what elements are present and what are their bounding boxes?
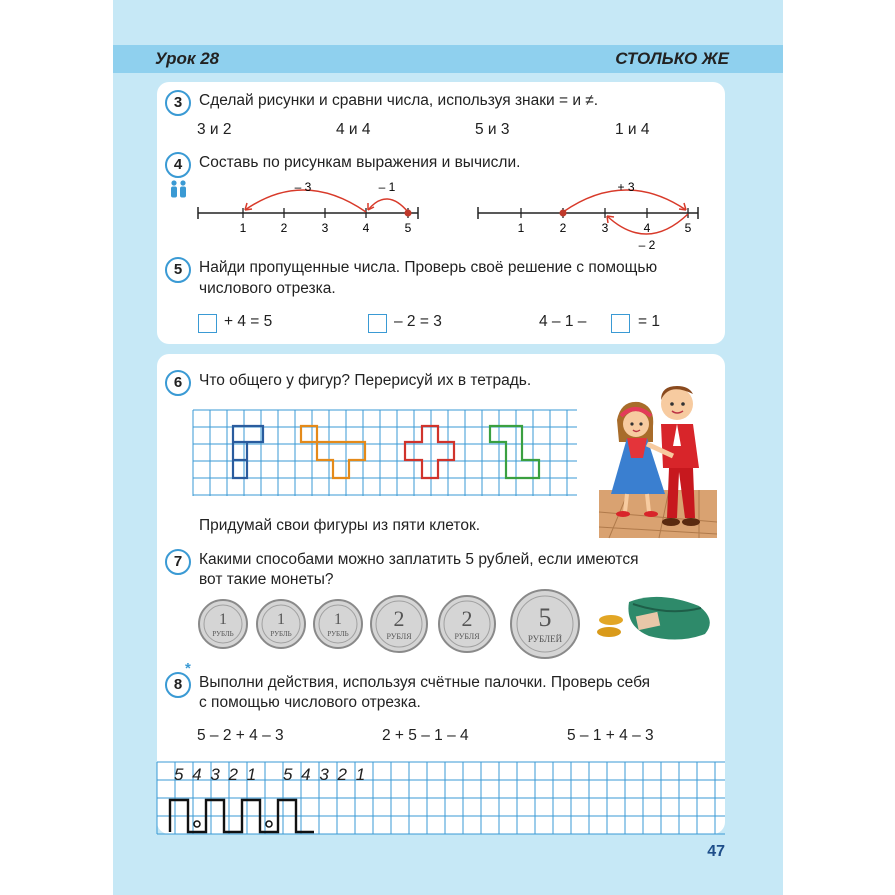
task-8-text-line-2: с помощью числового отрезка. xyxy=(199,694,421,711)
coin-5-label: РУБЛЯ xyxy=(454,632,480,641)
line1-tick-2: 2 xyxy=(280,221,288,235)
task-8-expression-2: 2 + 5 – 1 – 4 xyxy=(382,727,469,744)
line2-tick-1: 1 xyxy=(517,221,525,235)
line1-tick-3: 3 xyxy=(321,221,329,235)
task-3-pair-2: 4 и 4 xyxy=(336,121,371,138)
coin-5-rubles xyxy=(439,596,495,652)
coin-5-value: 2 xyxy=(461,606,473,631)
coin-6-label: РУБЛЕЙ xyxy=(527,634,563,644)
lesson-number: Урок 28 xyxy=(155,49,220,68)
task-5-text-line-1: Найди пропущенные числа. Проверь своё решение с помощью xyxy=(199,259,658,276)
task-4-text: Составь по рисункам выражения и вычисли. xyxy=(199,154,521,171)
line2-tick-4: 4 xyxy=(643,221,651,235)
task-3-pair-4: 1 и 4 xyxy=(615,121,650,138)
coin-2-ruble xyxy=(257,600,305,648)
coins-row xyxy=(189,586,719,662)
task-7-text-line-2: вот такие монеты? xyxy=(199,571,334,588)
coin-3-value: 1 xyxy=(334,611,342,628)
task-5-equation-3-left: 4 – 1 – xyxy=(539,313,587,330)
task-3-pair-1: 3 и 2 xyxy=(197,121,232,138)
textbook-page xyxy=(113,0,783,895)
coin-4-label: РУБЛЯ xyxy=(386,632,412,641)
figure-orange xyxy=(301,426,365,478)
page-number: 47 xyxy=(707,843,725,860)
task-7-number: 7 xyxy=(165,549,191,575)
line1-tick-4: 4 xyxy=(362,221,370,235)
answer-box-3[interactable] xyxy=(611,314,630,333)
coin-1-value: 1 xyxy=(219,611,227,628)
task-6-subtext: Придумай свои фигуры из пяти клеток. xyxy=(199,517,481,534)
children-illustration xyxy=(599,372,717,538)
purse-with-coins-icon xyxy=(597,597,710,640)
line1-tick-5: 5 xyxy=(404,221,412,235)
line2-arc-label-1: + 3 xyxy=(617,180,635,194)
task-3-text: Сделай рисунки и сравни числа, используя знаки = и ≠. xyxy=(199,92,599,109)
answer-box-1[interactable] xyxy=(198,314,217,333)
task-5-equation-2: – 2 = 3 xyxy=(394,313,442,330)
notebook-grid xyxy=(157,760,725,834)
coin-3-label: РУБЛЬ xyxy=(327,630,349,638)
line1-arc-label-1: – 3 xyxy=(294,180,312,194)
pair-work-icon xyxy=(169,180,189,198)
handwriting-digits-1: 5 4 3 2 1 xyxy=(174,765,259,784)
figure-red xyxy=(405,426,454,478)
number-line-2 xyxy=(473,175,703,255)
task-7-text-line-1: Какими способами можно заплатить 5 рублей, если имеются xyxy=(199,551,639,568)
task-3-pair-3: 5 и 3 xyxy=(475,121,510,138)
line1-tick-1: 1 xyxy=(239,221,247,235)
coin-3-ruble xyxy=(314,600,362,648)
task-8-text-line-1: Выполни действия, используя счётные палочки. Проверь себя xyxy=(199,674,651,691)
task-6-text: Что общего у фигур? Перерисуй их в тетрадь. xyxy=(199,372,532,389)
figure-green xyxy=(490,426,539,478)
task-3-number: 3 xyxy=(165,90,191,116)
task-5-equation-3-right: = 1 xyxy=(638,313,660,330)
coin-1-label: РУБЛЬ xyxy=(212,630,234,638)
task-8-expression-1: 5 – 2 + 4 – 3 xyxy=(197,727,284,744)
line2-tick-3: 3 xyxy=(601,221,609,235)
lesson-header-bar xyxy=(113,45,783,73)
lesson-topic: СТОЛЬКО ЖЕ xyxy=(615,49,729,68)
answer-box-2[interactable] xyxy=(368,314,387,333)
arc-minus-1 xyxy=(368,199,408,212)
line1-arc-label-2: – 1 xyxy=(378,180,396,194)
coin-2-value: 1 xyxy=(277,611,285,628)
handwriting-digits-2: 5 4 3 2 1 xyxy=(283,765,368,784)
task-6-number: 6 xyxy=(165,370,191,396)
line2-arc-label-2: – 2 xyxy=(638,238,656,252)
figure-blue xyxy=(233,426,263,478)
coin-4-rubles xyxy=(371,596,427,652)
task-5-text-line-2: числового отрезка. xyxy=(199,280,336,297)
figures-grid xyxy=(193,410,578,496)
line2-tick-2: 2 xyxy=(559,221,567,235)
task-8-expression-3: 5 – 1 + 4 – 3 xyxy=(567,727,654,744)
coin-1-ruble xyxy=(199,600,247,648)
task-5-number: 5 xyxy=(165,257,191,283)
number-line-1 xyxy=(193,175,423,240)
line2-tick-5: 5 xyxy=(684,221,692,235)
coin-6-value: 5 xyxy=(538,603,552,632)
task-8-number: 8 xyxy=(165,672,191,698)
task-4-number: 4 xyxy=(165,152,191,178)
task-5-equation-1: + 4 = 5 xyxy=(224,313,273,330)
task-8-star: * xyxy=(185,660,191,677)
coin-6-rubles xyxy=(511,590,579,658)
coin-4-value: 2 xyxy=(393,606,405,631)
coin-2-label: РУБЛЬ xyxy=(270,630,292,638)
